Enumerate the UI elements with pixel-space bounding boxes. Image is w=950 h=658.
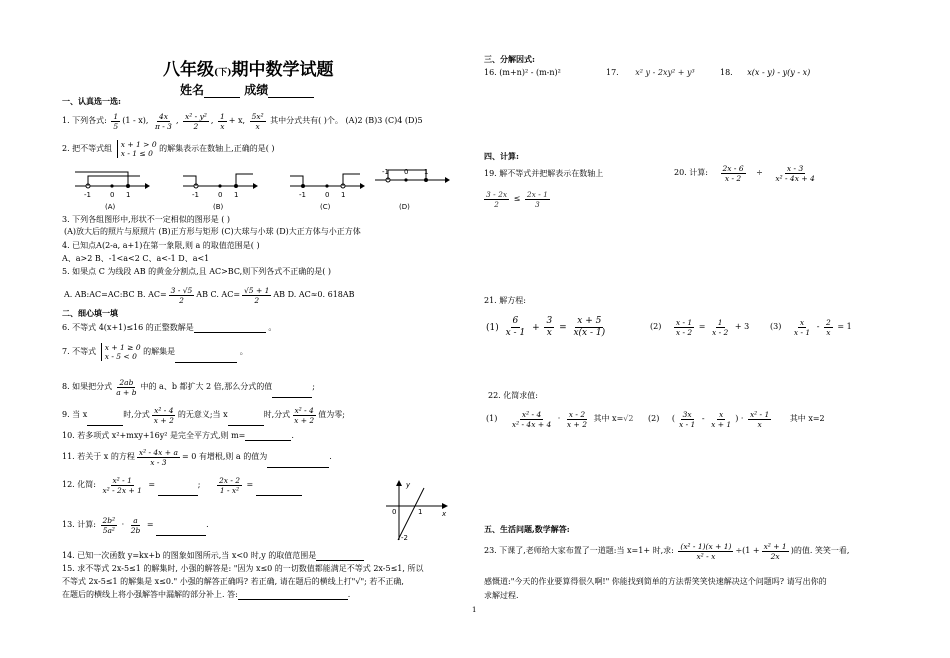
numerator: x - 2 [568, 409, 586, 419]
q22-fraction-5 [748, 410, 771, 429]
q21-fraction-3 [571, 316, 607, 339]
q23-fraction-2 [762, 542, 789, 561]
denominator: x(x - 1) [573, 328, 606, 338]
denominator: 2 [179, 295, 184, 305]
q17-expression: x² y - 2xy² + y³ [635, 68, 695, 77]
question-18 [720, 67, 810, 78]
nl-d-option: (D) [399, 203, 410, 211]
numerator: 1 [113, 111, 119, 121]
denominator: 2b [130, 525, 141, 535]
numerator: 2x - 6 [722, 163, 744, 173]
q15-text: 在题后的横线上将小强解答中漏解的部分补上. 答: [62, 590, 238, 599]
q1-term-4: + x, [228, 116, 246, 125]
denominator: x + 2 [566, 419, 587, 429]
q14-answer-blank[interactable] [316, 560, 364, 561]
nl-b-label-3: 1 [234, 191, 239, 199]
nl-a-label-3: 1 [126, 191, 131, 199]
numerator: 6 [512, 316, 519, 326]
q23-text-a: 23. 下课了,老师给大家布置了一道题:当 x=1+ 时,求: [484, 546, 674, 555]
denominator: 5 [113, 121, 119, 131]
q1-fraction-1 [111, 112, 120, 131]
q7-ineq-2: x - 5 < 0 [104, 352, 137, 361]
q20-fraction-1 [721, 164, 746, 183]
numerator: 3 - 2x [486, 189, 508, 199]
q9-blank-2[interactable] [228, 425, 264, 426]
denominator: x [826, 327, 831, 337]
question-12: 12. 化简: $\frac{\text{x² - 1}}{\text{x² - 2x + 1}}$ = ; $\frac{2x - 2}{\text{1 - x²}}$ = [62, 474, 302, 496]
q7-ineq-1: x + 1 ≥ 0 [104, 343, 141, 352]
q6-answer-blank[interactable] [194, 332, 266, 333]
q8-prefix: 8. 如果把分式 [62, 382, 113, 391]
denominator: x² - 4x + 4 [775, 173, 815, 183]
numerator: 5x² [251, 111, 264, 121]
q10-answer-blank[interactable] [245, 440, 291, 441]
q1-fraction-3 [183, 112, 209, 131]
q22-fraction-1 [510, 410, 553, 429]
q22-sqrt2: √2 [623, 414, 634, 423]
q20-label: 20. 计算: [674, 168, 708, 177]
q9-text-b: 时,分式 [123, 410, 150, 419]
score-label: 成绩 [244, 83, 269, 97]
q9-fraction-2 [292, 406, 316, 425]
q11-fraction [137, 448, 180, 467]
denominator: a + b [116, 387, 137, 397]
q5-fraction-1 [169, 286, 195, 305]
denominator: 2 [494, 199, 499, 209]
graph-minus2-label: -2 [401, 534, 408, 542]
question-4-options: A、a>2 B、-1<a<2 C、a<-1 D、a<1 [62, 254, 210, 263]
numerator: 1 [219, 111, 225, 121]
question-10: 10. 若多项式 x²+mxy+16y² 是完全平方式,则 m= . [62, 431, 294, 440]
q12-fraction-2 [217, 476, 242, 495]
numerator: √5 + 1 [244, 285, 270, 295]
nl-d-label-3: 1 [424, 168, 429, 176]
numerator: x² - y² [185, 111, 207, 121]
nl-b-option: (B) [213, 203, 224, 211]
numerator: x - 3 [786, 163, 804, 173]
question-2 [62, 138, 275, 160]
q23-divide: ÷(1 + [735, 546, 760, 555]
question-21-eq-3: (3) $\frac{x}{x - 1}$ - $\frac{2}{x}$ = 1 [770, 317, 852, 337]
q22-2-label: (2) [648, 414, 660, 423]
question-21-eq-1: (1) $\frac{6}{x - 1}$ + $\frac{3}{x}$ = $\frac{x + 5}{x(x - 1)}$ [486, 316, 606, 338]
q2-ineq-2: x - 1 ≤ 0 [120, 149, 153, 158]
nl-d-label-1: -1 [382, 168, 389, 176]
numerator: x² + 1 [763, 541, 787, 551]
q2-prefix: 2. 把不等式组 [62, 144, 113, 153]
graph-one-label: 1 [418, 508, 423, 516]
q5-option-a: A. AB:AC=AC:BC B. AC= [64, 290, 167, 299]
q23-text-b: )的值. 笑笑一看, [790, 546, 850, 555]
denominator: x + 2 [153, 415, 174, 425]
q21-fraction-7 [824, 318, 833, 337]
denominator: x - 1 [505, 328, 526, 338]
question-22: 22. 化简求值: [488, 391, 538, 400]
question-15-line-1: 15. 求不等式 2x-5≤1 的解集时, 小强的解答是: "因为 x≤0 的一切数值都能满足不等式 2x-5≤1, 所以 [62, 564, 424, 573]
q13-answer-blank[interactable] [156, 535, 206, 536]
numerator: 2ab [119, 377, 134, 387]
page-number: 1 [472, 606, 477, 614]
q22-fraction-4 [709, 410, 733, 429]
nl-c-option: (C) [320, 203, 331, 211]
denominator: 2 [254, 295, 260, 305]
q11-prefix: 11. 若关于 x 的方程 [62, 452, 135, 461]
denominator: x² - 2x + 1 [102, 485, 142, 495]
q12-fraction-1 [101, 476, 144, 495]
q15-answer-blank[interactable] [238, 599, 348, 600]
denominator: x - 2 [724, 173, 742, 183]
q13-fraction-1 [101, 516, 118, 535]
denominator: x - 1 [679, 419, 696, 429]
numerator: 4x [158, 111, 168, 121]
question-23-line-3: 求解过程. [484, 591, 519, 600]
title-small: (下) [214, 68, 232, 78]
q9-text-d: 时,分式 [263, 410, 291, 419]
nl-b-label-2: 0 [218, 191, 223, 199]
q12-blank-1[interactable] [158, 495, 198, 496]
question-6: 6. 不等式 4(x+1)≤16 的正整数解是 。 [62, 323, 277, 332]
question-23-line-1 [484, 540, 849, 562]
numerator: a [133, 515, 138, 525]
q21-fraction-2 [544, 316, 554, 339]
q5-fraction-2 [242, 286, 271, 305]
denominator: 2x [770, 551, 780, 561]
denominator: x - 3 [150, 457, 167, 467]
numerator: x² - 4x + a [138, 447, 178, 457]
graph-origin-label: 0 [392, 508, 397, 516]
question-16: 16. (m+n)² - (m-n)² [484, 68, 561, 77]
q1-prefix: 1. 下列各式: [62, 116, 107, 125]
q8-fraction [114, 378, 138, 397]
name-score-line [180, 81, 314, 98]
q11-text: = 0 有增根,则 a 的值为 [181, 452, 268, 461]
score-blank[interactable] [268, 97, 314, 98]
q23-fraction-1 [678, 542, 733, 561]
name-label: 姓名 [180, 83, 205, 97]
question-22-part-2: (2) ( $\frac{3x}{x - 1}$ - $\frac{x}{x + 1}$ ) · $\frac{\text{x² - 1}}{x}$ 其中 x=2 [648, 409, 825, 429]
q1-fraction-5 [250, 112, 266, 131]
numerator: 3 [546, 316, 553, 326]
q21-fraction-4 [674, 318, 694, 337]
numerator: 2x - 1 [526, 189, 548, 199]
q12-prefix: 12. 化简: [62, 480, 96, 489]
denominator: x [255, 121, 260, 131]
section-4-heading: 四、计算: [484, 151, 519, 161]
nl-a-label-1: -1 [84, 191, 91, 199]
question-21: 21. 解方程: [484, 296, 526, 305]
q21-fraction-6 [792, 318, 812, 337]
page-title [163, 55, 334, 80]
question-3-options: (A)放大后的照片与原照片 (B)正方形与矩形 (C)大球与小球 (D)大正方体与小正方体 [64, 227, 361, 236]
denominator: 2 [193, 121, 199, 131]
q9-fraction-1 [152, 406, 176, 425]
q1-term: (1 - x), [122, 116, 149, 125]
denominator: 3 [535, 199, 540, 209]
linear-function-graph [384, 478, 454, 544]
q7-answer-blank[interactable] [175, 362, 237, 363]
graph-y-label: y [406, 481, 411, 489]
q7-prefix: 7. 不等式 [62, 347, 97, 356]
denominator: π - 3 [154, 121, 172, 131]
question-3: 3. 下列各组图形中,形状不一定相似的图形是 ( ) [62, 215, 231, 224]
question-23-line-2: 感慨道:"今天的作业要算得很久啊!" 你能找到简单的方法帮笑笑快速解决这个问题吗? 请写出你的 [484, 577, 827, 586]
q21-fraction-5 [710, 318, 730, 337]
question-7: 7. 不等式 x + 1 ≥ 0 x - 5 < 0 的解集是 。 [62, 343, 248, 361]
section-5-heading: 五、生活问题,数学解答: [484, 524, 570, 534]
question-19-inequality: $\frac{3 - 2x}{2}$ ≤ $\frac{2x - 1}{3}$ [486, 189, 548, 209]
numerator: 1 [717, 317, 723, 327]
q8-answer-blank[interactable] [272, 397, 312, 398]
q9-blank-1[interactable] [87, 425, 123, 426]
q7-text: 的解集是 [143, 347, 176, 356]
nl-a-option: (A) [105, 203, 116, 211]
q2-ineq-1: x + 1 > 0 [120, 140, 157, 149]
denominator: x - 1 [793, 327, 811, 337]
nl-a-label-2: 0 [110, 191, 115, 199]
q5-option-b: AB C. AC= [196, 290, 241, 299]
question-15-line-2: 不等式 2x-5≤1 的解集是 x≤0." 小强的解答正确吗? 若正确, 请在题后的横线上打"√"; 若不正确, [62, 577, 404, 586]
denominator: 5a² [102, 525, 115, 535]
section-1-heading: 一、认真选一选: [62, 96, 121, 106]
q19-fraction-2 [525, 190, 550, 209]
numerator: x [719, 409, 724, 419]
q22-1-label: (1) [486, 414, 498, 423]
numerator: x [799, 317, 805, 327]
question-5: 5. 如果点 C 为线段 AB 的黄金分割点,且 AC>BC,则下列各式不正确的是( ) [62, 267, 332, 276]
question-1: 1. 下列各式: $\frac{1}{5}$ (1 - x), $\frac{4x}{\pi - 3}$ , $\frac{\text{x² - y²}}{2}$ , $\frac{1}{x}$ + x, $\frac{\text{5x²}}{x}$ 其中分式共有( )个。 (A)2 (B)3 (C)4 (D)5 [62, 111, 423, 131]
q21-3-label: (3) [770, 322, 782, 331]
number-line-d[interactable] [375, 168, 450, 211]
q22-2-condition: 其中 x=2 [789, 414, 825, 423]
denominator: x - 2 [712, 327, 729, 337]
number-line-c[interactable] [290, 174, 365, 211]
title-main: 八年级 [163, 60, 214, 80]
q9-text-a: 9. 当 x [62, 410, 88, 419]
numerator: x + 5 [577, 316, 602, 326]
section-3-heading: 三、分解因式: [484, 54, 535, 64]
q9-text-e: 值为零; [318, 410, 345, 419]
question-17 [606, 67, 695, 78]
denominator: x + 2 [294, 415, 315, 425]
graph-x-label: x [442, 510, 447, 518]
q21-2-label: (2) [650, 322, 662, 331]
numerator: x - 1 [675, 317, 693, 327]
q22-fraction-3 [677, 410, 697, 429]
number-line-b[interactable] [183, 174, 258, 211]
nl-b-label-1: -1 [192, 191, 199, 199]
q18-expression: x(x - y) - y(y - x) [747, 68, 811, 77]
denominator: 1 - x² [219, 485, 240, 495]
denominator: x [546, 328, 552, 338]
number-line-options [70, 168, 450, 213]
q21-1-label: (1) [486, 323, 499, 333]
question-21-eq-2: (2) $\frac{x - 1}{x - 2}$ = $\frac{1}{x - 2}$ + 3 [650, 317, 750, 337]
number-line-a[interactable] [75, 172, 150, 211]
denominator: x [220, 121, 225, 131]
q9-text-c: 的无意义;当 x [177, 410, 228, 419]
q13-prefix: 13. 计算: [62, 520, 96, 529]
denominator: x + 1 [711, 419, 732, 429]
q22-1-condition: 其中 x= [593, 414, 624, 423]
denominator: x² - 4x + 4 [511, 419, 552, 429]
title-rest: 期中数学试题 [231, 60, 334, 80]
numerator: 2 [826, 317, 831, 327]
numerator: 2b² [102, 515, 116, 525]
q12-blank-2[interactable] [256, 495, 302, 496]
nl-c-label-1: -1 [299, 191, 306, 199]
question-8: 8. 如果把分式 $\frac{2ab}{a + b}$ 中的 a、b 都扩大 2 倍,那么分式的值 ; [62, 377, 315, 397]
numerator: x² - 4 [521, 409, 542, 419]
q20-fraction-2 [773, 164, 816, 183]
q21-fraction-1 [504, 316, 528, 339]
nl-c-label-2: 0 [325, 191, 330, 199]
denominator: x [757, 419, 762, 429]
question-9 [62, 404, 345, 426]
q8-text: 中的 a、b 都扩大 2 倍,那么分式的值 [140, 382, 273, 391]
q2-text: 的解集表示在数轴上,正确的是( ) [159, 144, 275, 153]
nl-c-label-3: 1 [341, 191, 346, 199]
q5-option-c: AB D. AC≈0. 618AB [273, 290, 355, 299]
q1-fraction-4 [218, 112, 227, 131]
question-14 [62, 550, 364, 561]
numerator: 2x - 2 [218, 475, 241, 485]
question-19: 19. 解不等式并把解表示在数轴上 [484, 169, 604, 178]
q14-text: 14. 已知一次函数 y=kx+b 的图象如图所示,当 x<0 时,y 的取值范围是 [62, 551, 317, 560]
question-13: 13. 计算: $\frac{\text{2b²}}{\text{5a²}}$ · $\frac{a}{2b}$ = . [62, 515, 209, 535]
question-20: 20. 计算: $\frac{2x - 6}{x - 2}$ ÷ $\frac{x - 3}{\text{x² - 4x + 4}}$ [674, 163, 815, 183]
nl-d-label-2: 0 [404, 168, 409, 176]
question-5-options [64, 285, 355, 305]
q6-text: 6. 不等式 4(x+1)≤16 的正整数解是 [62, 323, 194, 332]
q22-fraction-2 [565, 410, 589, 429]
numerator: x² - 4 [154, 405, 174, 415]
q7-system [101, 343, 141, 361]
question-4: 4. 已知点A(2-a, a+1)在第一象限,则 a 的取值范围是( ) [62, 241, 260, 250]
q1-fraction-2 [153, 112, 174, 131]
numerator: (x² - 1)(x + 1) [680, 541, 732, 551]
q2-system [117, 140, 157, 158]
question-15-line-3: 在题后的横线上将小强解答中漏解的部分补上. 答: . [62, 590, 351, 599]
question-22-part-1: (1) $\frac{\text{x² - 4}}{\text{x² - 4x + 4}}$ · $\frac{x - 2}{x + 2}$ 其中 x=√2 [486, 409, 634, 429]
denominator: x - 2 [675, 327, 693, 337]
name-blank[interactable] [204, 97, 240, 98]
q11-answer-blank[interactable] [267, 467, 329, 468]
numerator: x² - 1 [112, 475, 132, 485]
q10-text: 10. 若多项式 x²+mxy+16y² 是完全平方式,则 m= [62, 431, 246, 440]
numerator: x² - 1 [749, 409, 770, 419]
numerator: x² - 4 [294, 405, 314, 415]
numerator: 3 - √5 [170, 285, 193, 295]
q18-label: 18. [720, 68, 733, 77]
numerator: 3x [682, 409, 692, 419]
denominator: x² - x [696, 551, 716, 561]
section-2-heading: 二、细心填一填 [62, 308, 118, 318]
q19-fraction-1 [484, 190, 509, 209]
q13-fraction-2 [129, 516, 143, 535]
question-11: 11. 若关于 x 的方程 $\frac{\text{x² - 4x + a}}{x - 3}$ = 0 有增根,则 a 的值为 . [62, 447, 332, 467]
q17-label: 17. [606, 68, 619, 77]
q1-options: 其中分式共有( )个。 (A)2 (B)3 (C)4 (D)5 [270, 116, 423, 125]
